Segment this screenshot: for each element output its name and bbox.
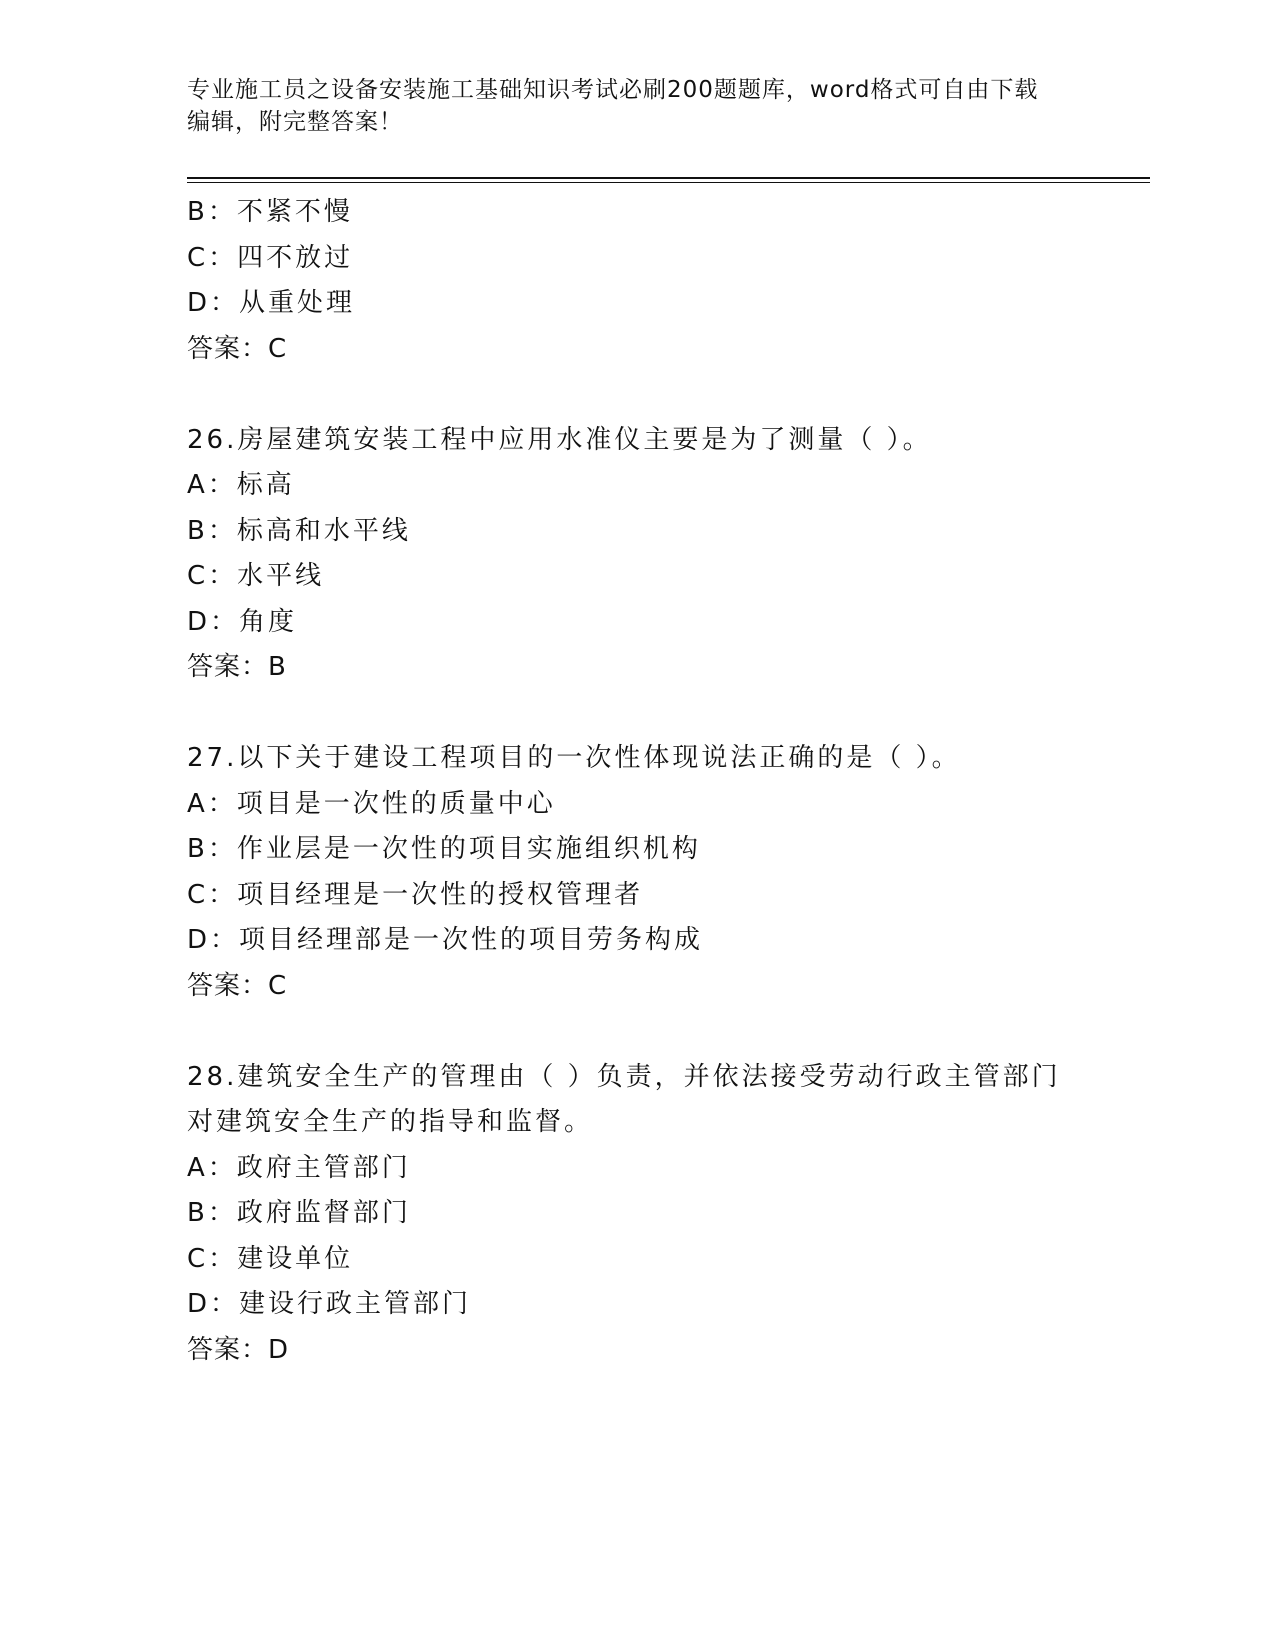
question-stem: 27.以下关于建设工程项目的一次性体现说法正确的是（ ）。: [187, 743, 961, 773]
spacer: [187, 1009, 1087, 1055]
question-block-28: [187, 1055, 1087, 1374]
spacer: [187, 372, 1087, 418]
header-divider-thin: [187, 182, 1150, 183]
option-b: B：不紧不慢: [187, 197, 353, 227]
option-b: B：作业层是一次性的项目实施组织机构: [187, 834, 701, 864]
spacer: [187, 691, 1087, 737]
header-divider-thick: [187, 177, 1150, 179]
answer-line: 答案：C: [187, 333, 288, 364]
option-c: C：建设单位: [187, 1243, 354, 1274]
question-list: [187, 190, 1087, 1373]
option-c: C：项目经理是一次性的授权管理者: [187, 879, 644, 910]
question-block-27: [187, 736, 1087, 1009]
question-stem: 26.房屋建筑安装工程中应用水准仪主要是为了测量（ ）。: [187, 424, 932, 455]
option-c: C：水平线: [187, 561, 325, 591]
header-title-line-2: 编辑，附完整答案！: [187, 109, 403, 135]
option-d: D：角度: [187, 606, 298, 637]
document-header: [187, 74, 1067, 138]
option-a: A：政府主管部门: [187, 1152, 411, 1183]
option-d: D：从重处理: [187, 288, 356, 318]
answer-line: 答案：C: [187, 970, 288, 1001]
option-b: B：政府监督部门: [187, 1198, 411, 1228]
header-title-line-1: 专业施工员之设备安装施工基础知识考试必刷200题题库，word格式可自由下载: [187, 77, 1039, 103]
option-b: B：标高和水平线: [187, 515, 411, 546]
option-c: C：四不放过: [187, 242, 354, 273]
question-block-26: [187, 418, 1087, 691]
option-d: D：项目经理部是一次性的项目劳务构成: [187, 925, 704, 955]
option-a: A：项目是一次性的质量中心: [187, 788, 556, 819]
answer-line: 答案：B: [187, 652, 287, 682]
question-block-25: [187, 190, 1087, 372]
question-stem-line-2: 对建筑安全生产的指导和监督。: [187, 1107, 594, 1137]
option-d: D：建设行政主管部门: [187, 1289, 472, 1319]
option-a: A：标高: [187, 470, 295, 500]
question-stem-line-1: 28.建筑安全生产的管理由（ ）负责，并依法接受劳动行政主管部门: [187, 1061, 1061, 1092]
answer-line: 答案：D: [187, 1334, 290, 1365]
